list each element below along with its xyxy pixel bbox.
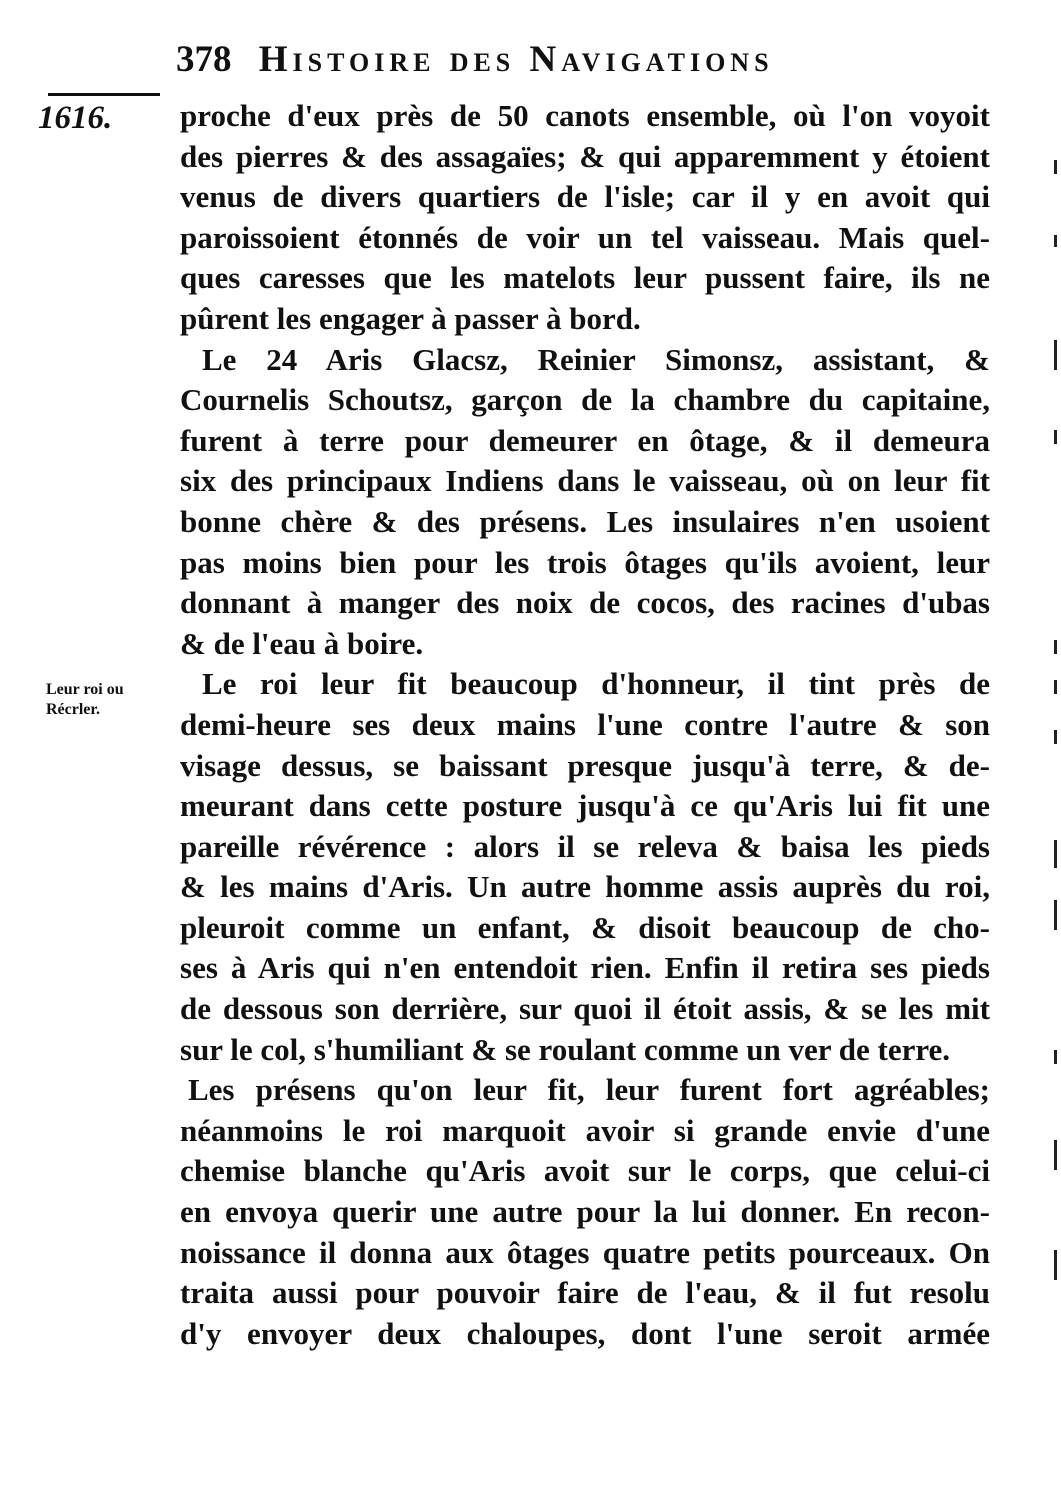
text-line: & les mains d'Aris. Un autre homme assis auprès du roi, <box>180 869 990 905</box>
text-line: pareille révérence : alors il se releva & baisa les pieds <box>180 828 990 864</box>
text-line: d'y envoyer deux chaloupes, dont l'une seroit armée <box>180 1315 990 1351</box>
edge-mark <box>1054 730 1057 744</box>
page-number: 378 <box>176 39 232 80</box>
text-line: en envoya querir une autre pour la lui donner. En recon- <box>180 1194 990 1230</box>
edge-mark <box>1054 900 1057 930</box>
text-line: visage dessus, se baissant presque jusqu'à terre, & de- <box>180 747 990 783</box>
text-line: demi-heure ses deux mains l'une contre l'autre & son <box>180 706 990 742</box>
text-line: furent à terre pour demeurer en ôtage, & il demeura <box>180 422 990 458</box>
edge-mark <box>1054 430 1057 444</box>
text-line: proche d'eux près de 50 canots ensemble, où l'on voyoit <box>180 98 990 133</box>
text-line: traita aussi pour pouvoir faire de l'eau, & il fut resolu <box>180 1275 990 1311</box>
text-line: Le roi leur fit beaucoup d'honneur, il tint près de <box>202 666 990 702</box>
text-line: & de l'eau à boire. <box>180 625 424 661</box>
text-line: Le 24 Aris Glacsz, Reinier Simonsz, assistant, & <box>202 341 990 377</box>
text-line: pas moins bien pour les trois ôtages qu'ils avoient, leur <box>180 544 990 580</box>
text-line: ques caresses que les matelots leur pussent faire, ils ne <box>180 260 990 296</box>
edge-mark <box>1054 160 1057 174</box>
text-line: pûrent les engager à passer à bord. <box>180 300 641 336</box>
text-line: paroissoient étonnés de voir un tel vaisseau. Mais quel- <box>180 219 990 255</box>
text-line: donnant à manger des noix de cocos, des racines d'ubas <box>180 585 990 621</box>
text-line: des pierres & des assagaïes; & qui apparemment y étoient <box>180 138 990 174</box>
text-line: pleuroit comme un enfant, & disoit beaucoup de cho- <box>180 909 990 945</box>
text-line: néanmoins le roi marquoit avoir si grande envie d'une <box>180 1112 990 1148</box>
text-line: noissance il donna aux ôtages quatre petits pourceaux. On <box>180 1234 990 1270</box>
text-line: venus de divers quartiers de l'isle; car il y en avoit qui <box>180 179 990 215</box>
text-line: bonne chère & des présens. Les insulaires n'en usoient <box>180 503 990 539</box>
edge-mark <box>1054 680 1057 694</box>
edge-mark <box>1054 640 1057 654</box>
edge-mark <box>1054 1140 1057 1170</box>
margin-year: 1616. <box>38 100 113 136</box>
text-line: de dessous son derrière, sur quoi il étoit assis, & se les mit <box>180 991 990 1027</box>
text-line: six des principaux Indiens dans le vaisseau, où on leur fit <box>180 463 990 499</box>
page-header <box>176 38 996 88</box>
margin-rule <box>48 93 160 96</box>
text-line: sur le col, s'humiliant & se roulant comme un ver de terre. <box>180 1031 951 1067</box>
text-line: ses à Aris qui n'en entendoit rien. Enfin il retira ses pieds <box>180 950 990 986</box>
text-line: meurant dans cette posture jusqu'à ce qu'Aris lui fit une <box>180 788 990 824</box>
edge-mark <box>1054 340 1057 370</box>
edge-mark <box>1054 1250 1057 1280</box>
edge-mark <box>1054 235 1057 247</box>
running-title: Histoire des Navigations <box>258 39 774 80</box>
edge-mark <box>1054 840 1057 868</box>
text-line: chemise blanche qu'Aris avoit sur le corps, que celui-ci <box>180 1153 990 1189</box>
margin-note: Leur roi ou Récrler. <box>46 681 124 718</box>
facing-page-edge <box>1047 140 1061 1340</box>
text-line: Les présens qu'on leur fit, leur furent fort agréables; <box>188 1072 990 1108</box>
text-line: Cournelis Schoutsz, garçon de la chambre du capitaine, <box>180 382 990 418</box>
body-text <box>180 96 990 1354</box>
edge-mark <box>1054 1050 1057 1064</box>
